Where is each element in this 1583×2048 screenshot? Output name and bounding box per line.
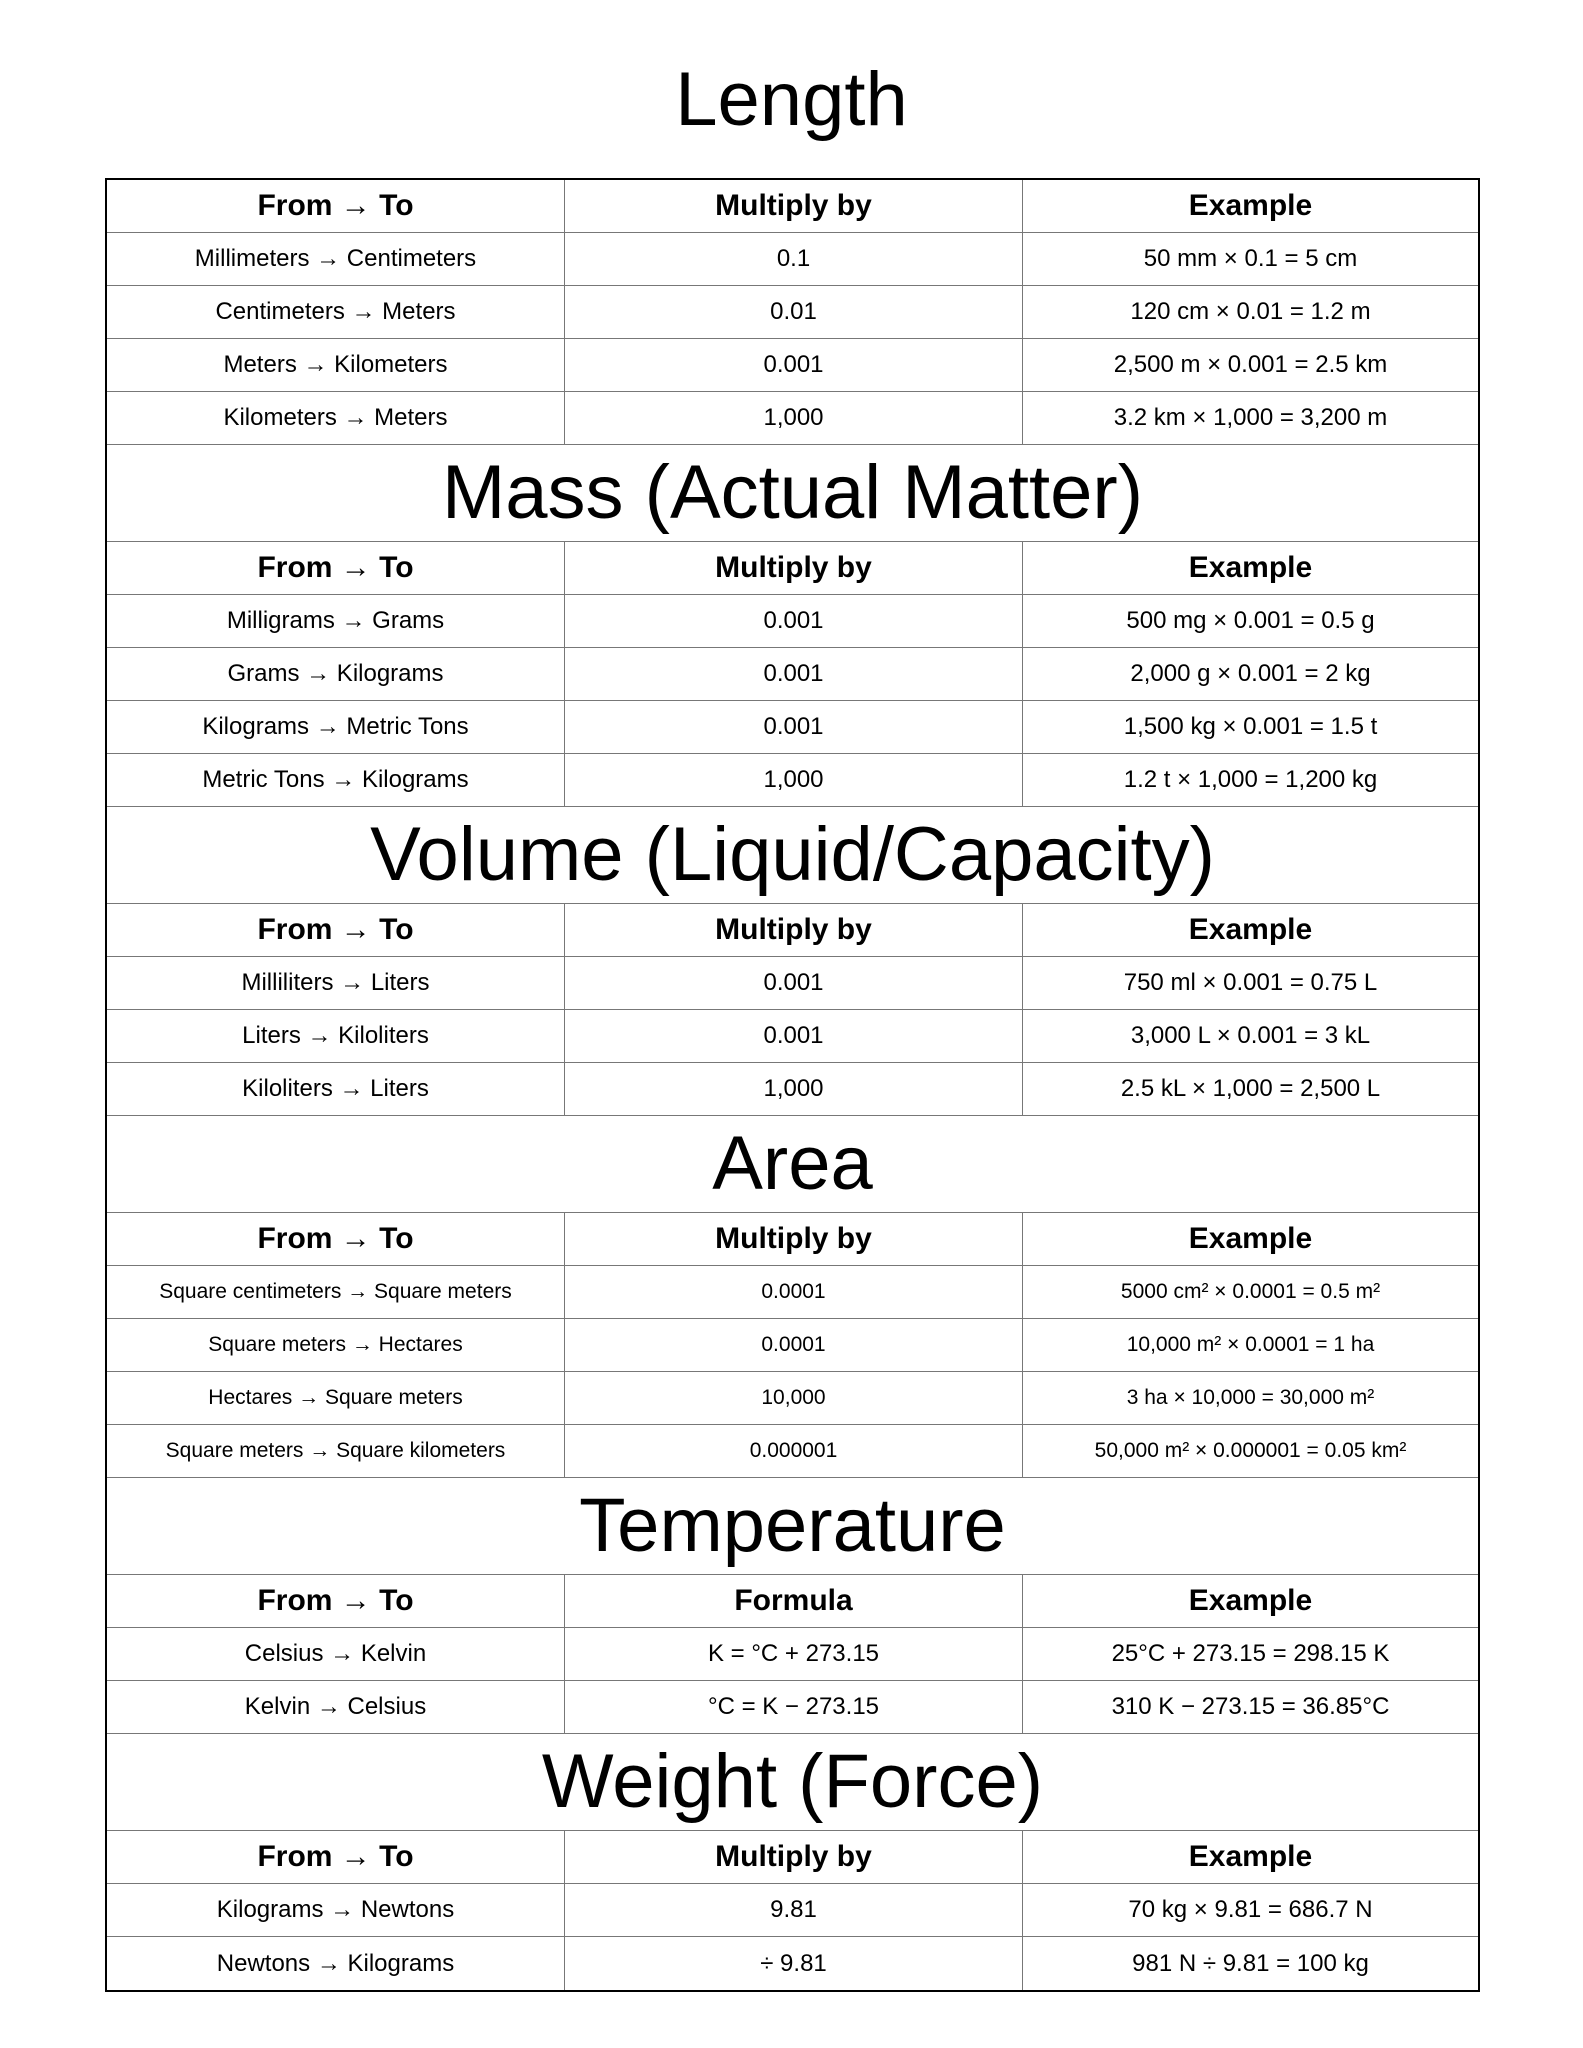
- table-row: [107, 595, 1478, 648]
- cell-from-to: Grams → Kilograms: [107, 648, 565, 700]
- cell-from-to: Square meters → Square kilometers: [107, 1425, 565, 1477]
- table-header-row: [107, 904, 1478, 957]
- cell-factor: 1,000: [565, 754, 1023, 806]
- table-row: [107, 286, 1478, 339]
- header-formula: Formula: [565, 1575, 1023, 1627]
- cell-from-to: Newtons → Kilograms: [107, 1937, 565, 1990]
- cell-example: 2,000 g × 0.001 = 2 kg: [1130, 660, 1371, 687]
- header-from-to: From → To: [107, 1831, 565, 1883]
- cell-factor: 10,000: [565, 1372, 1023, 1424]
- section-title-temperature: Temperature: [107, 1478, 1478, 1575]
- cell-factor: 1,000: [565, 392, 1023, 444]
- section-title-length: Length: [675, 57, 908, 142]
- cell-factor: 0.0001: [565, 1319, 1023, 1371]
- cell-from-to: Square centimeters → Square meters: [107, 1266, 565, 1318]
- cell-from-to: Milligrams → Grams: [107, 595, 565, 647]
- cell-example: 120 cm × 0.01 = 1.2 m: [1130, 298, 1371, 325]
- cell-from-to: Milliliters → Liters: [107, 957, 565, 1009]
- cell-from-to: Square meters → Hectares: [107, 1319, 565, 1371]
- table-row: [107, 1937, 1478, 1990]
- cell-example: 10,000 m² × 0.0001 = 1 ha: [1126, 1333, 1375, 1356]
- table-header-row: [107, 542, 1478, 595]
- cell-factor: ÷ 9.81: [565, 1937, 1023, 1990]
- cell-from-to: Metric Tons → Kilograms: [107, 754, 565, 806]
- cell-from-to: Liters → Kiloliters: [107, 1010, 565, 1062]
- cell-example: 3 ha × 10,000 = 30,000 m²: [1126, 1386, 1375, 1409]
- table-row: [107, 1884, 1478, 1937]
- cell-factor: 0.0001: [565, 1266, 1023, 1318]
- cell-example: 70 kg × 9.81 = 686.7 N: [1128, 1896, 1373, 1923]
- cell-from-to: Kilograms → Metric Tons: [107, 701, 565, 753]
- header-example: Example: [1188, 913, 1313, 946]
- section-title-area: Area: [107, 1116, 1478, 1213]
- cell-factor: 9.81: [565, 1884, 1023, 1936]
- cell-from-to: Centimeters → Meters: [107, 286, 565, 338]
- cell-example: 25°C + 273.15 = 298.15 K: [1111, 1640, 1390, 1667]
- cell-factor: 1,000: [565, 1063, 1023, 1115]
- cell-formula: K = °C + 273.15: [565, 1628, 1023, 1680]
- cell-example: 2.5 kL × 1,000 = 2,500 L: [1120, 1075, 1381, 1102]
- cell-factor: 0.001: [565, 1010, 1023, 1062]
- table-row: [107, 339, 1478, 392]
- table-row: [107, 648, 1478, 701]
- header-example: Example: [1188, 1840, 1313, 1873]
- header-example: Example: [1188, 1584, 1313, 1617]
- cell-from-to: Hectares → Square meters: [107, 1372, 565, 1424]
- cell-example: 500 mg × 0.001 = 0.5 g: [1126, 607, 1375, 634]
- cell-from-to: Meters → Kilometers: [107, 339, 565, 391]
- cell-formula: °C = K − 273.15: [565, 1681, 1023, 1733]
- table-row: [107, 1372, 1478, 1425]
- table-row: [107, 1628, 1478, 1681]
- cell-example: 2,500 m × 0.001 = 2.5 km: [1113, 351, 1388, 378]
- table-row: [107, 1063, 1478, 1116]
- section-title-mass: Mass (Actual Matter): [107, 445, 1478, 542]
- table-row: [107, 957, 1478, 1010]
- cell-example: 3.2 km × 1,000 = 3,200 m: [1113, 404, 1388, 431]
- cell-factor: 0.001: [565, 648, 1023, 700]
- cell-factor: 0.001: [565, 595, 1023, 647]
- cell-factor: 0.1: [565, 233, 1023, 285]
- table-row: [107, 1681, 1478, 1734]
- cell-example: 310 K − 273.15 = 36.85°C: [1111, 1693, 1390, 1720]
- cell-example: 50,000 m² × 0.000001 = 0.05 km²: [1094, 1439, 1407, 1462]
- header-example: Example: [1188, 551, 1313, 584]
- header-factor: Multiply by: [565, 1213, 1023, 1265]
- header-from-to: From → To: [107, 542, 565, 594]
- table-row: [107, 1266, 1478, 1319]
- cell-example: 1,500 kg × 0.001 = 1.5 t: [1123, 713, 1378, 740]
- header-factor: Multiply by: [565, 1831, 1023, 1883]
- cell-from-to: Kilograms → Newtons: [107, 1884, 565, 1936]
- table-row: [107, 701, 1478, 754]
- header-factor: Multiply by: [565, 904, 1023, 956]
- header-factor: Multiply by: [565, 180, 1023, 232]
- cell-from-to: Celsius → Kelvin: [107, 1628, 565, 1680]
- cell-factor: 0.000001: [565, 1425, 1023, 1477]
- table-header-row: [107, 1213, 1478, 1266]
- table-row: [107, 233, 1478, 286]
- header-from-to: From → To: [107, 1213, 565, 1265]
- table-row: [107, 392, 1478, 445]
- cell-from-to: Kilometers → Meters: [107, 392, 565, 444]
- cell-factor: 0.001: [565, 701, 1023, 753]
- cell-from-to: Kelvin → Celsius: [107, 1681, 565, 1733]
- cell-example: 50 mm × 0.1 = 5 cm: [1143, 245, 1358, 272]
- cell-from-to: Millimeters → Centimeters: [107, 233, 565, 285]
- header-from-to: From → To: [107, 1575, 565, 1627]
- header-from-to: From → To: [107, 180, 565, 232]
- cell-from-to: Kiloliters → Liters: [107, 1063, 565, 1115]
- section-title-volume: Volume (Liquid/Capacity): [107, 807, 1478, 904]
- table-row: [107, 1425, 1478, 1478]
- cell-example: 3,000 L × 0.001 = 3 kL: [1130, 1022, 1371, 1049]
- cell-example: 981 N ÷ 9.81 = 100 kg: [1132, 1949, 1369, 1977]
- cell-example: 5000 cm² × 0.0001 = 0.5 m²: [1120, 1280, 1381, 1303]
- cell-example: 750 ml × 0.001 = 0.75 L: [1123, 969, 1378, 996]
- cell-factor: 0.001: [565, 957, 1023, 1009]
- cell-factor: 0.01: [565, 286, 1023, 338]
- section-title-weight: Weight (Force): [107, 1734, 1478, 1831]
- header-factor: Multiply by: [565, 542, 1023, 594]
- header-from-to: From → To: [107, 904, 565, 956]
- table-row: [107, 1010, 1478, 1063]
- header-example: Example: [1188, 1222, 1313, 1255]
- table-header-row: [107, 1831, 1478, 1884]
- table-header-row: [107, 180, 1478, 233]
- table-row: [107, 754, 1478, 807]
- table-header-row: [107, 1575, 1478, 1628]
- cell-example: 1.2 t × 1,000 = 1,200 kg: [1123, 766, 1378, 793]
- conversion-sheet: [105, 178, 1480, 1992]
- cell-factor: 0.001: [565, 339, 1023, 391]
- header-example: Example: [1188, 189, 1313, 222]
- table-row: [107, 1319, 1478, 1372]
